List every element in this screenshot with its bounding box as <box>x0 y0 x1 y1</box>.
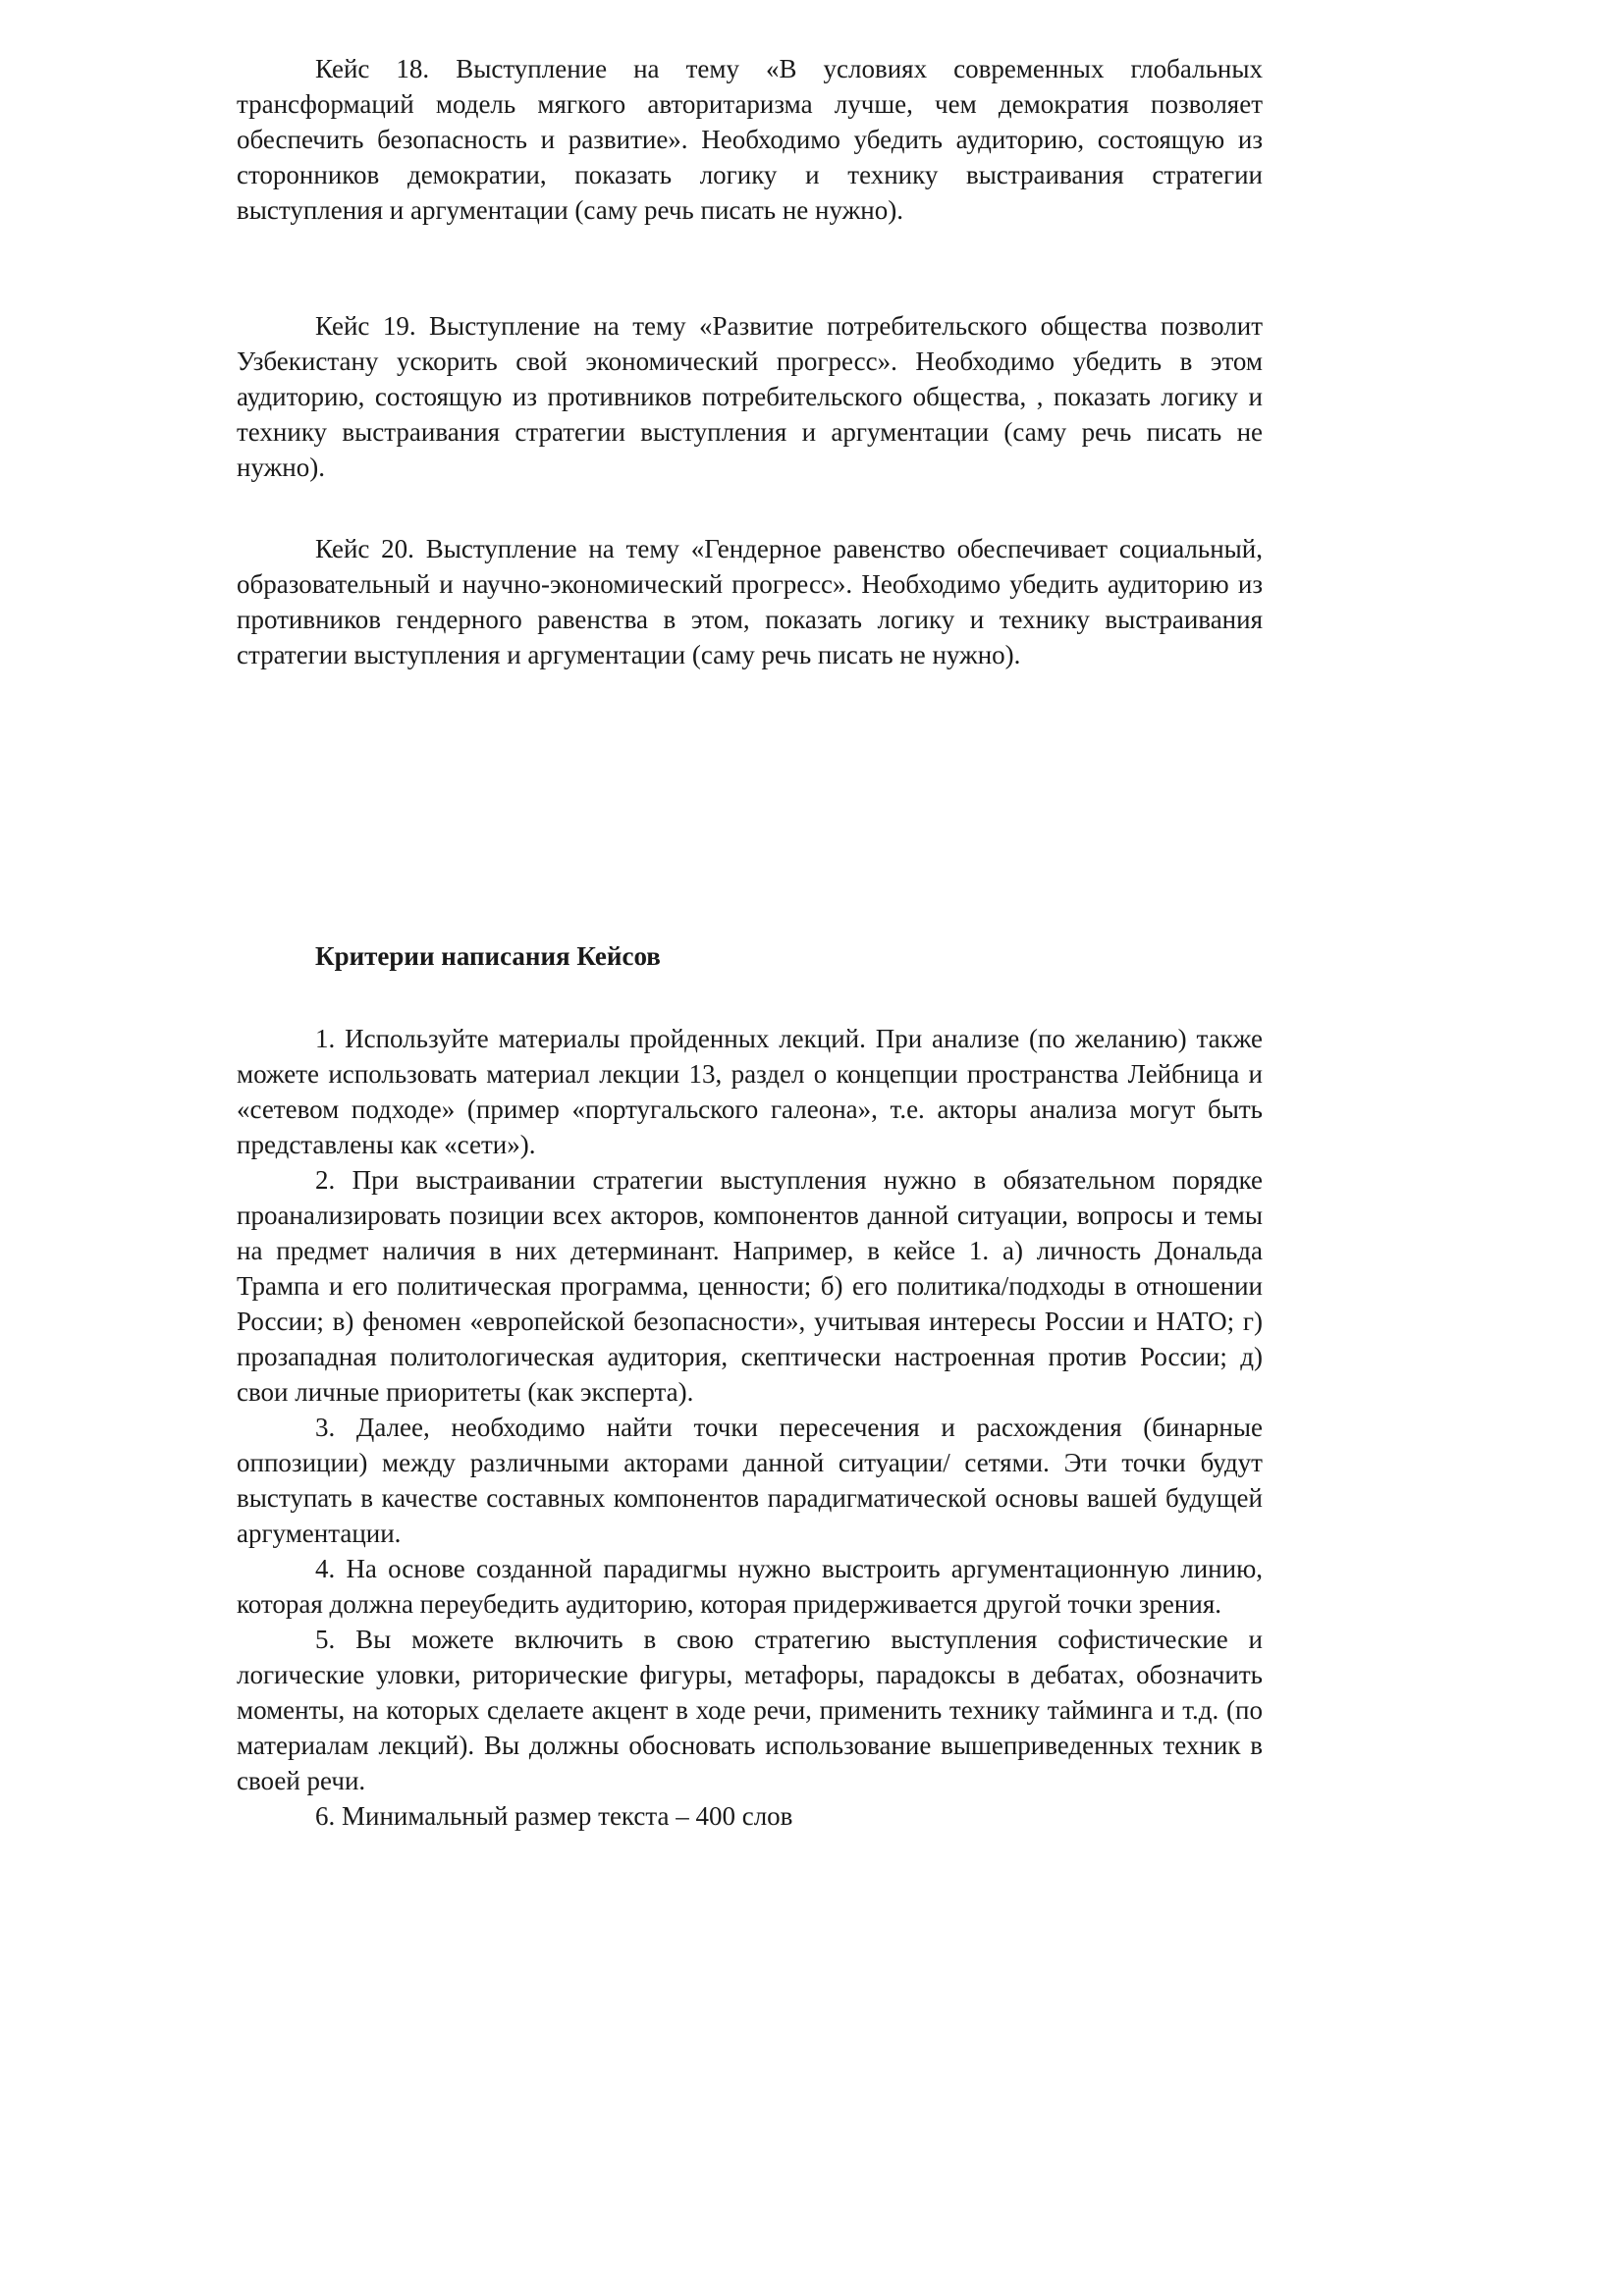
criteria-item-3: 3. Далее, необходимо найти точки пересечения и расхождения (бинарные оппозиции) между различными акторами данной ситуации/ сетями. Эти точки будут выступать в качестве составных компонентов парадигматической основы вашей будущей аргументации. <box>237 1413 1263 1548</box>
criteria-heading: Критерии написания Кейсов <box>315 941 661 971</box>
criteria-list <box>237 1021 1263 1834</box>
criteria-item-5: 5. Вы можете включить в свою стратегию выступления софистические и логические уловки, риторические фигуры, метафоры, парадоксы в дебатах, обозначить моменты, на которых сделаете акцент в ходе речи, применить технику тайминга и т.д. (по материалам лекций). Вы должны обосновать использование вышеприведенных техник в своей речи. <box>237 1625 1263 1795</box>
criteria-item-4: 4. На основе созданной парадигмы нужно выстроить аргументационную линию, которая должна переубедить аудиторию, которая придерживается другой точки зрения. <box>237 1554 1263 1619</box>
case-20-text: Кейс 20. Выступление на тему «Гендерное равенство обеспечивает социальный, образовательный и научно-экономический прогресс». Необходимо убедить аудиторию из противников гендерного равенства в этом, показать логику и технику выстраивания стратегии выступления и аргументации (саму речь писать не нужно). <box>237 534 1263 669</box>
criteria-item-1: 1. Используйте материалы пройденных лекций. При анализе (по желанию) также можете использовать материал лекции 13, раздел о концепции пространства Лейбница и «сетевом подходе» (пример «португальского галеона», т.е. акторы анализа могут быть представлены как «сети»). <box>237 1024 1263 1159</box>
case-20-paragraph <box>237 531 1263 672</box>
case-19-paragraph <box>237 308 1263 485</box>
case-18-text: Кейс 18. Выступление на тему «В условиях современных глобальных трансформаций модель мягкого авторитаризма лучше, чем демократия позволяет обеспечить безопасность и развитие». Необходимо убедить аудиторию, состоящую из сторонников демократии, показать логику и технику выстраивания стратегии выступления и аргументации (саму речь писать не нужно). <box>237 54 1263 225</box>
criteria-item-6: 6. Минимальный размер текста – 400 слов <box>315 1801 793 1831</box>
criteria-item-2: 2. При выстраивании стратегии выступления нужно в обязательном порядке проанализировать позиции всех акторов, компонентов данной ситуации, вопросы и темы на предмет наличия в них детерминант. Например, в кейсе 1. а) личность Дональда Трампа и его политическая программа, ценности; б) его политика/подходы в отношении России; в) феномен «европейской безопасности», учитывая интересы России и НАТО; г) прозападная политологическая аудитория, скептически настроенная против России; д) свои личные приоритеты (как эксперта). <box>237 1165 1263 1407</box>
case-18-paragraph <box>237 51 1263 228</box>
case-19-text: Кейс 19. Выступление на тему «Развитие потребительского общества позволит Узбекистану ускорить свой экономический прогресс». Необходимо убедить в этом аудиторию, состоящую из противников потребительского общества, , показать логику и технику выстраивания стратегии выступления и аргументации (саму речь писать не нужно). <box>237 311 1263 482</box>
